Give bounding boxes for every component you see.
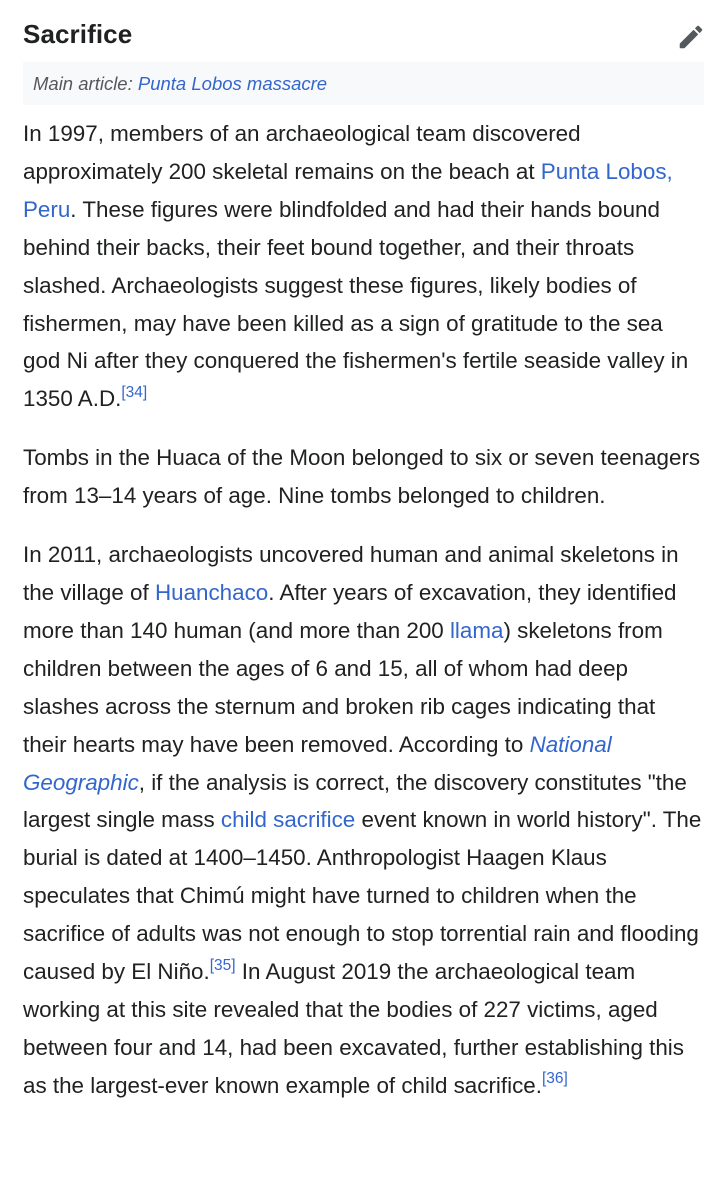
- citation-34: [121, 384, 147, 401]
- pencil-icon: [676, 22, 706, 52]
- hatnote-prefix: Main article:: [33, 73, 138, 94]
- edit-section-button[interactable]: [676, 22, 706, 52]
- p2-text-1: Tombs in the Huaca of the Moon belonged to six or seven teenagers from 13–14 years of age. Nine tombs belonged to children.: [23, 445, 701, 509]
- p3-text-5: event known in world history". The burial is dated at 1400–1450. Anthropologist Haagen Klaus speculates that Chimú might have turned to children when the sacrifice of adults was not enough to stop torrential rain and flooding caused by El Niño.: [23, 807, 702, 985]
- link-llama[interactable]: llama: [449, 617, 504, 643]
- p3-text-3: ) skeletons from children between the ages of 6 and 15, all of whom had deep slashes across the sternum and broken rib cages indicating that their hearts may have been removed. According to: [23, 617, 663, 757]
- p1-text-2: . These figures were blindfolded and had their hands bound behind their backs, their feet bound together, and their throats slashed. Archaeologists suggest these figures, likely bodies of fishermen, may have been killed as a sign of gratitude to the sea god Ni after they conquered the fishermen's fertile seaside valley in 1350 A.D.: [23, 196, 689, 412]
- hatnote-main-article-link[interactable]: Punta Lobos massacre: [137, 73, 328, 94]
- p3-text-1: In 2011, archaeologists uncovered human and animal skeletons in the village of: [23, 542, 679, 605]
- paragraph-3: [23, 536, 704, 1105]
- paragraph-2: [23, 439, 704, 515]
- p3-text-4: , if the analysis is correct, the discovery constitutes "the largest single mass: [23, 769, 687, 833]
- p1-text-1: In 1997, members of an archaeological team discovered approximately 200 skeletal remains on the beach at: [23, 121, 581, 184]
- citation-36-link[interactable]: [36]: [541, 1070, 568, 1088]
- hatnote: [23, 62, 704, 105]
- link-punta-lobos[interactable]: Punta Lobos, Peru: [23, 158, 673, 222]
- citation-35-link[interactable]: [35]: [209, 956, 236, 974]
- link-national-geographic[interactable]: National Geographic: [23, 731, 612, 795]
- link-child-sacrifice[interactable]: child sacrifice: [220, 807, 356, 833]
- p3-text-6: In August 2019 the archaeological team working at this site revealed that the bodies of 227 victims, aged between four and 14, had been excavated, further establishing this as the largest-ever known example of child sacrifice.: [23, 959, 684, 1098]
- p3-text-2: . After years of excavation, they identified more than 140 human (and more than 200: [23, 579, 677, 643]
- section-heading: Sacrifice: [23, 19, 133, 49]
- citation-36: [542, 1070, 568, 1087]
- link-huanchaco[interactable]: Huanchaco: [154, 579, 269, 605]
- section-header: [23, 0, 704, 62]
- citation-35: [210, 957, 236, 974]
- citation-34-link[interactable]: [34]: [121, 383, 148, 401]
- paragraph-1: [23, 115, 704, 418]
